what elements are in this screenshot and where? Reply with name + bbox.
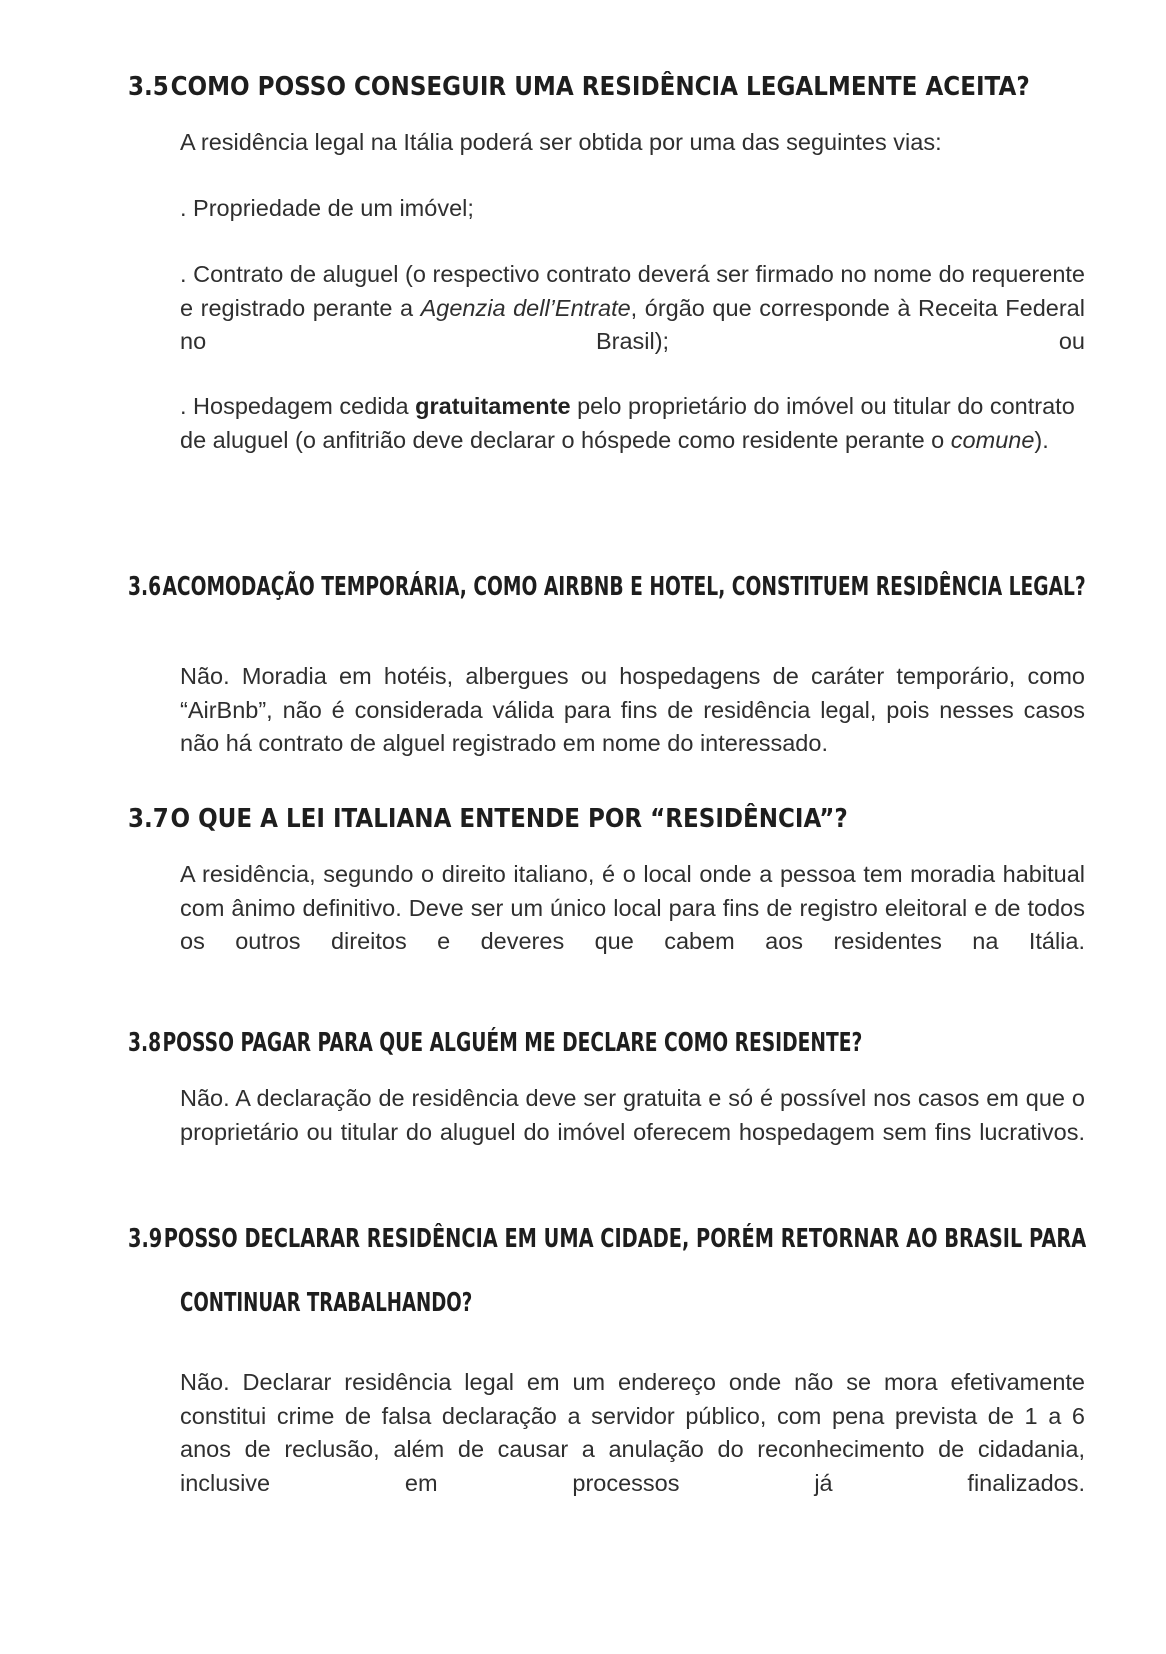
italic-term: comune: [950, 426, 1035, 453]
italic-term: Agenzia dell’Entrate: [420, 294, 631, 321]
section-body: Não. A declaração de residência deve ser gratuita e só é possível nos casos em que o proprietário ou titular do aluguel do imóvel oferecem hospedagem sem fins lucrativos.: [180, 1085, 1085, 1145]
section-title: POSSO PAGAR PARA QUE ALGUÉM ME DECLARE COMO RESIDENTE?: [162, 1028, 863, 1058]
section-title: POSSO DECLARAR RESIDÊNCIA EM UMA CIDADE, PORÉM RETORNAR AO BRASIL PARA: [163, 1224, 1087, 1254]
section-heading: [128, 1226, 1086, 1252]
section-heading: [128, 74, 1030, 100]
section-title: O QUE A LEI ITALIANA ENTENDE POR “RESIDÊNCIA”?: [170, 804, 848, 834]
section-intro: A residência legal na Itália poderá ser obtida por uma das seguintes vias:: [180, 129, 942, 155]
section-title: ACOMODAÇÃO TEMPORÁRIA, COMO AIRBNB E HOTEL, CONSTITUEM RESIDÊNCIA LEGAL?: [162, 572, 1086, 602]
list-item: . Contrato de aluguel (o respectivo contrato deverá ser firmado no nome do requerente e registrado perante a Agenzia dell’Entrate, órgão que corresponde à Receita Federal no Brasil); ou: [180, 261, 1085, 354]
section-number: 3.6: [128, 572, 162, 602]
section-number: 3.5: [128, 72, 169, 102]
section-body: Não. Moradia em hotéis, albergues ou hospedagens de caráter temporário, como “AirBnb”, não é considerada válida para fins de residência legal, pois nesses casos não há contrato de alguel registrado em nome do interessado.: [180, 663, 1085, 756]
section-body: A residência, segundo o direito italiano, é o local onde a pessoa tem moradia habitual com ânimo definitivo. Deve ser um único local para fins de registro eleitoral e de todos os outros direitos e deveres que cabem aos residentes na Itália.: [180, 861, 1085, 954]
bold-term: gratuitamente: [415, 393, 571, 419]
list-item: . Propriedade de um imóvel;: [180, 195, 474, 221]
section-number: 3.7: [128, 804, 169, 834]
section-number: 3.8: [128, 1028, 162, 1058]
list-item: . Hospedagem cedida gratuitamente pelo proprietário do imóvel ou titular do contrato de aluguel (o anfitrião deve declarar o hóspede como residente perante o comune).: [180, 393, 1075, 453]
section-title-continued: CONTINUAR TRABALHANDO?: [180, 1288, 473, 1318]
section-heading: [128, 1030, 862, 1056]
section-number: 3.9: [128, 1224, 163, 1254]
section-body: Não. Declarar residência legal em um endereço onde não se mora efetivamente constitui crime de falsa declaração a servidor público, com pena prevista de 1 a 6 anos de reclusão, além de causar a anulação do reconhecimento de cidadania, inclusive em processos já finalizados.: [180, 1369, 1085, 1496]
section-heading: [128, 574, 1086, 600]
section-heading: [128, 806, 848, 832]
section-title: COMO POSSO CONSEGUIR UMA RESIDÊNCIA LEGALMENTE ACEITA?: [170, 72, 1030, 102]
